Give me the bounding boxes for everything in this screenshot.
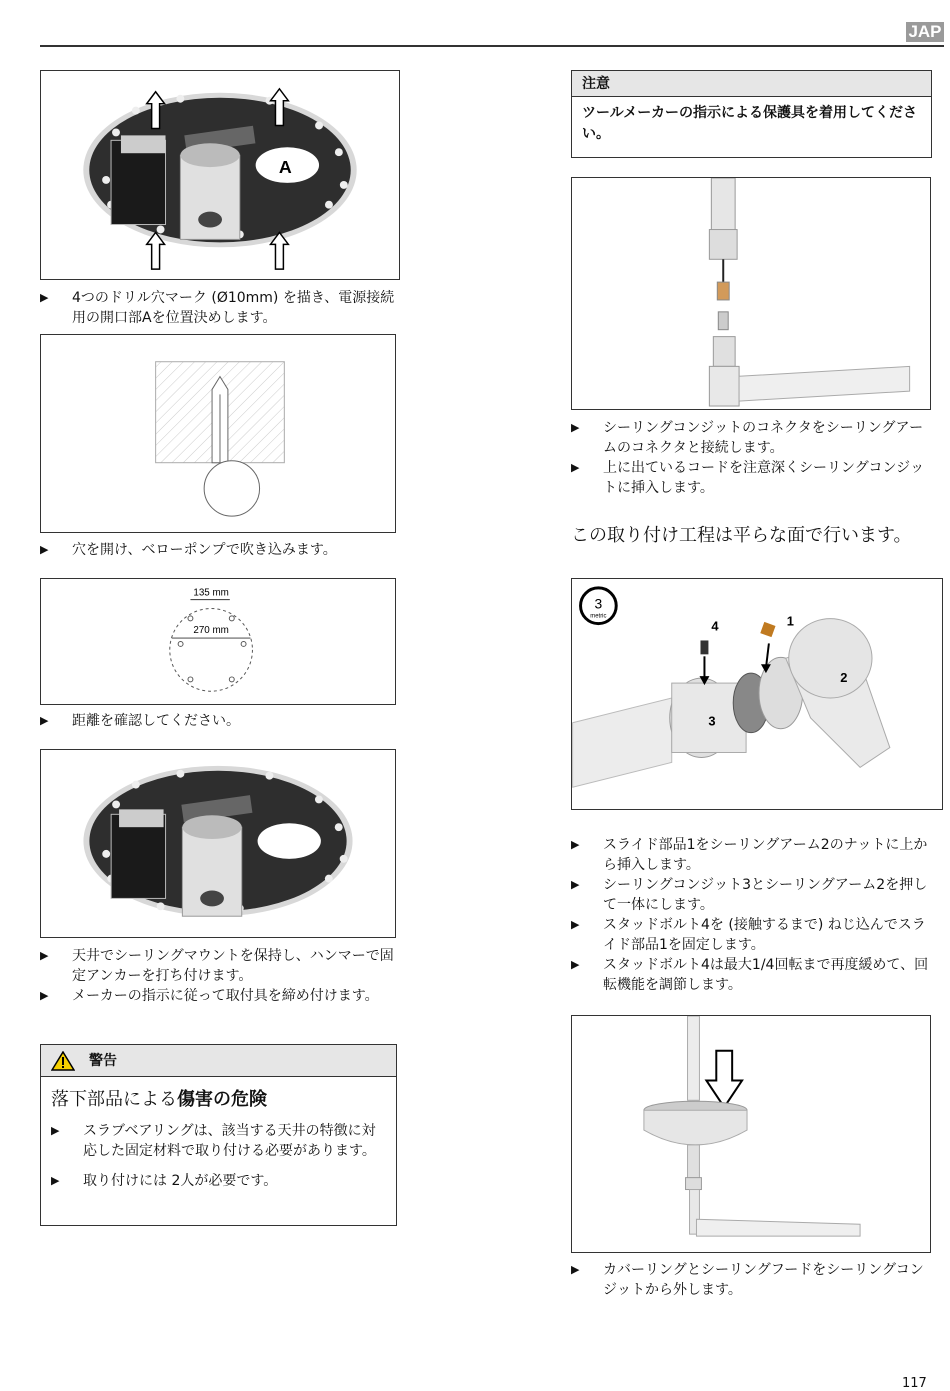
figure-mount-plate-marks <box>40 70 400 280</box>
list-item: ▶ 天井でシーリングマウントを保持し、ハンマーで固定アンカーを打ち付けます。 <box>40 948 394 984</box>
page-number: 117 <box>902 1376 927 1391</box>
list-item: ▶ メーカーの指示に従って取付具を締め付けます。 <box>40 988 379 1004</box>
figure-connector <box>571 177 931 410</box>
instruction-list-6 <box>571 835 933 995</box>
list-item: ▶ 上に出ているコードを注意深くシーリングコンジットに挿入します。 <box>571 460 925 496</box>
callout-4: 4 <box>711 618 719 634</box>
instruction-list-7 <box>571 1260 933 1300</box>
instruction-list-5 <box>571 418 933 498</box>
list-item: ▶ 取り付けには 2人が必要です。 <box>51 1173 278 1189</box>
warning-label: 警告 <box>89 1052 117 1069</box>
instruction-list-1 <box>40 288 402 328</box>
list-item: ▶ カバーリングとシーリングフードをシーリングコンジットから外します。 <box>571 1262 924 1298</box>
warning-title: 落下部品による傷害の危険 <box>51 1089 267 1110</box>
warning-list <box>41 1115 396 1197</box>
figure-mount-plate-installed <box>40 749 396 938</box>
list-item: ▶ 穴を開け、ベローポンプで吹き込みます。 <box>40 542 337 558</box>
figure-arm-assembly <box>571 578 943 810</box>
callout-1: 1 <box>786 613 794 629</box>
list-item: ▶ 4つのドリル穴マーク (Ø10mm) を描き、電源接続用の開口部Aを位置決めします。 <box>40 290 395 326</box>
tool-size-unit: metric <box>590 613 607 620</box>
figure-cover-ring <box>571 1015 931 1253</box>
dimension-small: 135 mm <box>193 587 229 599</box>
instruction-list-3 <box>40 711 402 731</box>
warning-box <box>40 1044 397 1226</box>
figure-hole-distances <box>40 578 396 705</box>
section-heading: この取り付け工程は平らな面で行います。 <box>571 525 912 546</box>
figure-drill-hole <box>40 334 396 533</box>
callout-2: 2 <box>840 670 848 686</box>
header-rule <box>40 45 944 47</box>
list-item: ▶ シーリングコンジット3とシーリングアーム2を押して一体にします。 <box>571 877 928 913</box>
notice-text: ツールメーカーの指示による保護具を着用してください。 <box>582 105 918 142</box>
opening-label: A <box>278 157 292 178</box>
instruction-list-2 <box>40 540 402 560</box>
notice-box <box>571 70 932 158</box>
list-item: ▶ シーリングコンジットのコネクタをシーリングアームのコネクタと接続します。 <box>571 420 924 456</box>
dimension-large: 270 mm <box>193 625 229 637</box>
notice-header: 注意 <box>572 71 931 97</box>
warning-header <box>41 1045 396 1077</box>
callout-3: 3 <box>708 713 716 729</box>
list-item: ▶ スラブベアリングは、該当する天井の特徴に対応した固定材料で取り付ける必要があります。 <box>51 1123 376 1159</box>
instruction-list-4 <box>40 946 402 1006</box>
list-item: ▶ スタッドボルト4は最大1/4回転まで再度緩めて、回転機能を調節します。 <box>571 957 929 993</box>
list-item: ▶ スタッドボルト4を (接触するまで) ねじ込んでスライド部品1を固定します。 <box>571 917 926 953</box>
language-tag: JAP <box>906 22 944 42</box>
list-item: ▶ 距離を確認してください。 <box>40 713 240 729</box>
warning-triangle-icon <box>51 1051 75 1071</box>
list-item: ▶ スライド部品1をシーリングアーム2のナットに上から挿入します。 <box>571 837 928 873</box>
tool-size-number: 3 <box>594 595 603 612</box>
